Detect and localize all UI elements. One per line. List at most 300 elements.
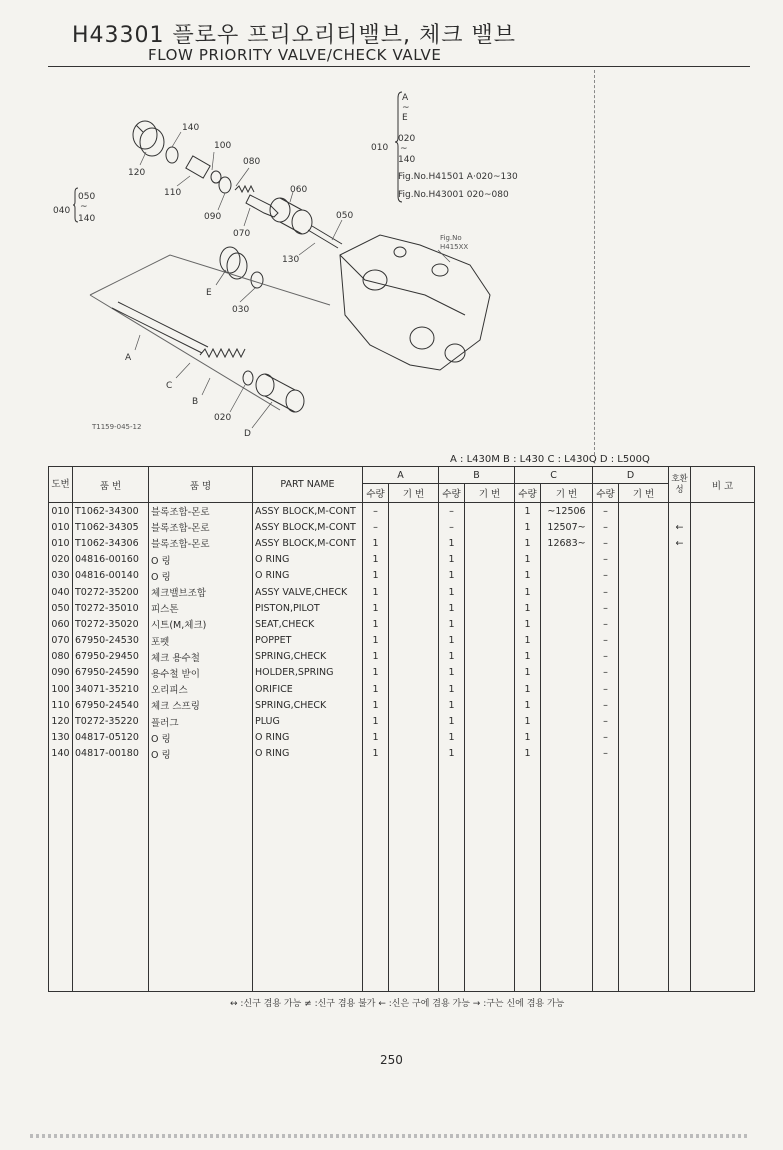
cell-sd [619,503,669,520]
table-row [49,697,755,713]
cell-sd [619,665,669,681]
group-040-item: ~ [80,202,88,212]
cell-name-en: SPRING,CHECK [253,649,363,665]
cell-sb [465,697,515,713]
cell-sa [389,552,439,568]
cell-name-en: POPPET [253,633,363,649]
cell-qb: 1 [439,584,465,600]
callout-c: C [166,381,173,391]
cell-qa: 1 [363,681,389,697]
empty-cell [593,762,619,992]
table-row [49,568,755,584]
col-header-name-en: PART NAME [253,467,363,503]
cell-sd [619,730,669,746]
cell-sa [389,616,439,632]
col-header-model-a: A [363,467,439,484]
col-header-qty-a: 수량 [363,484,389,503]
page-title-korean: H43301 플로우 프리오리티밸브, 체크 밸브 [72,23,517,48]
cell-remarks [691,633,755,649]
table-row [49,503,755,520]
cell-name-ko: 체크 용수철 [149,649,253,665]
empty-cell [691,762,755,992]
cell-qc: 1 [515,519,541,535]
spring-080-drawing [235,186,254,192]
cell-qd: – [593,519,619,535]
cell-name-ko: 블록조합-몬로 [149,503,253,520]
callout-110: 110 [164,188,182,198]
cell-ref: 130 [49,730,73,746]
empty-cell [73,762,149,992]
cell-qc: 1 [515,616,541,632]
cell-sa [389,568,439,584]
cell-remarks [691,616,755,632]
cell-qc: 1 [515,681,541,697]
cell-name-ko: O 링 [149,746,253,762]
cell-part-no: T1062-34305 [73,519,149,535]
table-row [49,681,755,697]
cell-sc [541,600,593,616]
callout-130: 130 [282,255,300,265]
cell-ref: 030 [49,568,73,584]
cell-qb: 1 [439,746,465,762]
scan-edge [30,1134,750,1138]
cell-qb: – [439,519,465,535]
cell-sc [541,665,593,681]
col-header-interchange: 호환성 [669,467,691,503]
cell-ic [669,584,691,600]
callout-070: 070 [233,229,251,239]
empty-cell [49,762,73,992]
title-underline [48,66,750,67]
cell-qc: 1 [515,584,541,600]
cell-sb [465,519,515,535]
parts-table [48,466,755,992]
cell-sa [389,649,439,665]
cell-qa: 1 [363,600,389,616]
table-row [49,600,755,616]
cell-qa: 1 [363,697,389,713]
group-040-item: 140 [78,214,96,224]
cell-sb [465,503,515,520]
cell-qb: 1 [439,697,465,713]
cell-qc: 1 [515,552,541,568]
col-header-qty-d: 수량 [593,484,619,503]
cell-qd: – [593,616,619,632]
cell-qc: 1 [515,746,541,762]
cell-ic [669,730,691,746]
empty-cell [389,762,439,992]
page-title-english: FLOW PRIORITY VALVE/CHECK VALVE [148,46,442,64]
spring-110-drawing [186,156,210,178]
oring-030-drawing [251,272,263,288]
cell-remarks [691,697,755,713]
spool-a-drawing [112,302,208,353]
cell-ic [669,503,691,520]
cell-name-en: SEAT,CHECK [253,616,363,632]
cell-qd: – [593,584,619,600]
cell-part-no: 67950-24530 [73,633,149,649]
group-010-item: 140 [398,155,416,165]
cell-name-ko: 블록조합-몬로 [149,535,253,551]
cell-sd [619,681,669,697]
cell-name-ko: O 링 [149,552,253,568]
empty-cell [439,762,465,992]
exploded-parts-diagram [40,80,700,450]
cell-sb [465,681,515,697]
cell-sb [465,568,515,584]
empty-cell [149,762,253,992]
cell-sb [465,665,515,681]
cell-remarks [691,713,755,729]
cell-ref: 010 [49,503,73,520]
cell-qa: 1 [363,633,389,649]
cell-sa [389,535,439,551]
cell-qb: 1 [439,552,465,568]
callout-d: D [244,429,251,439]
col-header-remarks: 비 고 [691,467,755,503]
cell-qb: 1 [439,681,465,697]
cell-part-no: 67950-24540 [73,697,149,713]
cell-qd: – [593,600,619,616]
col-header-model-b: B [439,467,515,484]
col-header-model-c: C [515,467,593,484]
cell-qd: – [593,649,619,665]
col-header-qty-b: 수량 [439,484,465,503]
table-row [49,665,755,681]
cell-sb [465,713,515,729]
cell-sd [619,552,669,568]
cell-sc [541,649,593,665]
empty-cell [669,762,691,992]
callout-020: 020 [214,413,232,423]
cell-sd [619,649,669,665]
cell-ic [669,600,691,616]
cell-name-en: ASSY BLOCK,M-CONT [253,519,363,535]
cell-sd [619,616,669,632]
reference-note-2: Fig.No.H43001 020~080 [398,190,509,200]
cell-qa: – [363,519,389,535]
cell-name-en: PLUG [253,713,363,729]
cell-sa [389,713,439,729]
cell-qa: 1 [363,535,389,551]
group-010-item: E [402,113,408,123]
cell-qb: 1 [439,616,465,632]
cell-qd: – [593,503,619,520]
cell-qd: – [593,535,619,551]
page-number: 250 [380,1053,403,1067]
callout-080: 080 [243,157,261,167]
cell-qd: – [593,730,619,746]
group-010-label: 010 [371,143,389,153]
table-row [49,649,755,665]
cell-sd [619,535,669,551]
table-row [49,616,755,632]
cell-qa: 1 [363,584,389,600]
cell-part-no: T0272-35200 [73,584,149,600]
seat-060-drawing [270,198,312,234]
holder-090-drawing [219,177,231,193]
empty-cell [619,762,669,992]
cell-ref: 050 [49,600,73,616]
cell-sa [389,584,439,600]
col-header-model-d: D [593,467,669,484]
reference-note-3-top: Fig.No [440,234,462,242]
cell-sc: 12683~ [541,535,593,551]
callout-030: 030 [232,305,250,315]
cell-remarks [691,665,755,681]
cell-qb: 1 [439,600,465,616]
cell-ic: ← [669,535,691,551]
cell-ref: 080 [49,649,73,665]
cell-remarks [691,535,755,551]
cell-remarks [691,730,755,746]
cell-qb: 1 [439,665,465,681]
callout-a: A [125,353,132,363]
drawing-number: T1159-045-12 [92,423,142,431]
cell-qc: 1 [515,649,541,665]
empty-cell [465,762,515,992]
cell-qb: 1 [439,730,465,746]
cell-sa [389,665,439,681]
cell-name-en: O RING [253,746,363,762]
cell-qd: – [593,665,619,681]
cell-remarks [691,503,755,520]
cell-ref: 110 [49,697,73,713]
cell-name-ko: 체크 스프링 [149,697,253,713]
cell-part-no: T1062-34306 [73,535,149,551]
cell-ref: 010 [49,519,73,535]
table-row [49,713,755,729]
cell-part-no: T0272-35020 [73,616,149,632]
cell-name-en: PISTON,PILOT [253,600,363,616]
cell-part-no: 04816-00140 [73,568,149,584]
cell-ref: 010 [49,535,73,551]
cell-remarks [691,584,755,600]
cell-name-en: O RING [253,552,363,568]
cell-qc: 1 [515,665,541,681]
cell-name-en: ASSY VALVE,CHECK [253,584,363,600]
cell-sb [465,746,515,762]
cell-sa [389,600,439,616]
col-header-serial-a: 기 번 [389,484,439,503]
group-010-item: 020 [398,134,416,144]
cell-ic [669,697,691,713]
cell-sc [541,633,593,649]
cell-sa [389,503,439,520]
cell-name-ko: 블록조합-몬로 [149,519,253,535]
cell-sd [619,568,669,584]
cell-name-ko: 포펫 [149,633,253,649]
callout-100: 100 [214,141,232,151]
cell-sd [619,697,669,713]
cell-qa: 1 [363,568,389,584]
plug-120-drawing [133,121,164,156]
cell-sd [619,746,669,762]
table-row [49,584,755,600]
empty-cell [541,762,593,992]
cell-qa: 1 [363,730,389,746]
cell-qc: 1 [515,697,541,713]
cell-ref: 040 [49,584,73,600]
cell-sb [465,552,515,568]
cell-ref: 120 [49,713,73,729]
callout-120: 120 [128,168,146,178]
cell-qc: 1 [515,730,541,746]
cell-name-en: ASSY BLOCK,M-CONT [253,535,363,551]
col-header-qty-c: 수량 [515,484,541,503]
cell-sd [619,600,669,616]
cell-sb [465,600,515,616]
cell-qb: 1 [439,535,465,551]
cell-name-ko: 피스톤 [149,600,253,616]
cell-ref: 060 [49,616,73,632]
cell-remarks [691,746,755,762]
cell-ic [669,649,691,665]
cell-name-en: ASSY BLOCK,M-CONT [253,503,363,520]
cell-sc [541,552,593,568]
valve-block-drawing [340,235,490,370]
cell-qc: 1 [515,535,541,551]
cell-part-no: 04816-00160 [73,552,149,568]
col-header-serial-b: 기 번 [465,484,515,503]
cell-name-en: HOLDER,SPRING [253,665,363,681]
cell-sc [541,568,593,584]
cell-ic [669,713,691,729]
table-row [49,633,755,649]
cell-sc [541,584,593,600]
callout-b: B [192,397,199,407]
cell-name-ko: 오리피스 [149,681,253,697]
cell-qa: 1 [363,713,389,729]
oring-140-drawing [166,147,178,163]
cell-qd: – [593,713,619,729]
cell-remarks [691,600,755,616]
table-row [49,535,755,551]
cell-ic [669,681,691,697]
cell-qb: 1 [439,633,465,649]
cell-sc [541,681,593,697]
cell-sa [389,730,439,746]
empty-cell [253,762,363,992]
cell-part-no: T0272-35220 [73,713,149,729]
cell-ic: ← [669,519,691,535]
model-legend: A : L430M B : L430 C : L430Q D : L500Q [450,454,650,465]
col-header-serial-d: 기 번 [619,484,669,503]
cell-sb [465,616,515,632]
cell-part-no: T1062-34300 [73,503,149,520]
col-header-ref: 도번 [49,467,73,503]
cell-ref: 020 [49,552,73,568]
cell-sc [541,616,593,632]
group-010-item: ~ [400,144,408,154]
cell-qa: 1 [363,665,389,681]
interchangeability-legend: ↔ :신구 겸용 가능 ≠ :신구 겸용 불가 ← :신은 구에 겸용 가능 → :구는 신에 겸용 가능 [230,999,565,1009]
callout-050: 050 [336,211,354,221]
cell-part-no: 34071-35210 [73,681,149,697]
cell-sd [619,584,669,600]
cell-sc [541,730,593,746]
cell-qc: 1 [515,600,541,616]
table-row [49,746,755,762]
cell-ref: 100 [49,681,73,697]
cell-qc: 1 [515,633,541,649]
cell-part-no: T0272-35010 [73,600,149,616]
cell-remarks [691,649,755,665]
oring-020-drawing [243,371,253,385]
cell-qb: 1 [439,649,465,665]
cell-name-ko: 체크밸브조합 [149,584,253,600]
callout-e: E [206,288,212,298]
cell-sc [541,713,593,729]
col-header-part-no: 품 번 [73,467,149,503]
cell-sc [541,746,593,762]
cell-name-ko: 플러그 [149,713,253,729]
cell-sa [389,697,439,713]
cell-qa: 1 [363,616,389,632]
cell-part-no: 04817-05120 [73,730,149,746]
cell-ic [669,616,691,632]
cell-sc [541,697,593,713]
cell-qd: – [593,746,619,762]
group-010-item: ~ [402,103,410,113]
cell-sb [465,584,515,600]
col-header-name-ko: 품 명 [149,467,253,503]
table-row [49,730,755,746]
cell-name-ko: 시트(M,체크) [149,616,253,632]
table-filler [49,762,755,992]
cell-name-en: SPRING,CHECK [253,697,363,713]
cell-sa [389,746,439,762]
cell-qd: – [593,568,619,584]
cell-sb [465,633,515,649]
cell-qa: 1 [363,649,389,665]
empty-cell [363,762,389,992]
col-header-serial-c: 기 번 [541,484,593,503]
cell-ic [669,633,691,649]
cell-sb [465,649,515,665]
cell-ic [669,665,691,681]
empty-cell [515,762,541,992]
cell-ref: 140 [49,746,73,762]
cell-sa [389,519,439,535]
callout-140: 140 [182,123,200,133]
assembly-frame-lines [90,255,330,410]
cell-qd: – [593,681,619,697]
cell-qa: 1 [363,746,389,762]
cell-sa [389,681,439,697]
group-040-item: 050 [78,192,96,202]
group-010-item: A [402,93,409,103]
cell-remarks [691,519,755,535]
cell-qb: 1 [439,568,465,584]
cell-qd: – [593,633,619,649]
plug-d-drawing [256,374,304,412]
cell-sd [619,633,669,649]
cell-sc: ~12506 [541,503,593,520]
group-040-label: 040 [53,206,71,216]
cell-qa: – [363,503,389,520]
cell-remarks [691,568,755,584]
cell-qb: 1 [439,713,465,729]
cell-name-en: ORIFICE [253,681,363,697]
cell-ic [669,552,691,568]
cell-ref: 070 [49,633,73,649]
cell-qd: – [593,552,619,568]
cell-qc: 1 [515,503,541,520]
cell-sa [389,633,439,649]
reference-note-3-bottom: H415XX [440,243,469,251]
cell-sd [619,713,669,729]
